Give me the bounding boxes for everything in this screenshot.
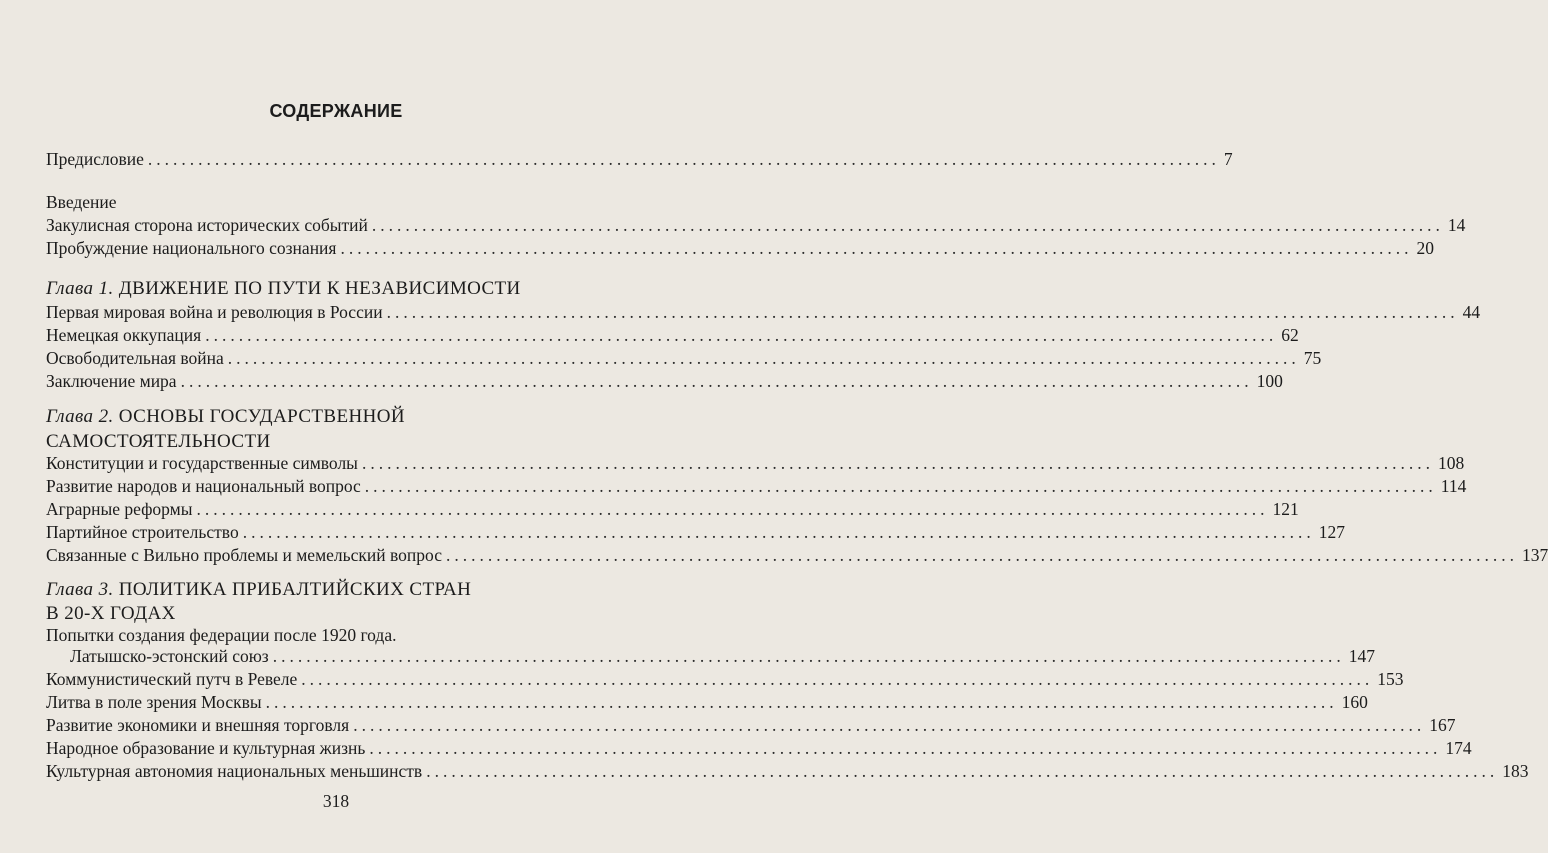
toc-entry: [46, 497, 1299, 521]
toc-entry-page: 100: [1256, 371, 1283, 391]
chapter-prefix: Глава 1.: [46, 278, 114, 299]
toc-entry: [46, 736, 1472, 760]
dot-leader: ................................................................................................................................: [242, 522, 1315, 542]
toc-entry-label: Партийное строительство: [46, 522, 239, 542]
toc-entry: [46, 690, 1368, 714]
toc-entry: [46, 213, 1466, 237]
toc-entry-page: 114: [1440, 476, 1467, 496]
toc-entry-page: 121: [1272, 499, 1299, 519]
toc-entry: [46, 713, 1456, 737]
toc-entry-page: 174: [1445, 738, 1472, 758]
toc-entry-label: Пробуждение национального сознания: [46, 238, 337, 258]
toc-entry-label: Заключение мира: [46, 371, 177, 391]
toc-entry: [46, 300, 1481, 324]
toc-entry: [70, 644, 1375, 668]
toc-entry: [46, 474, 1467, 498]
toc-entry-page: 108: [1437, 453, 1465, 473]
toc-entry: [46, 323, 1299, 347]
chapter-prefix: Глава 2.: [46, 406, 114, 427]
dot-leader: ................................................................................................................................: [196, 499, 1269, 519]
toc-entry-label: Первая мировая война и революция в России: [46, 302, 383, 322]
chapter-3-heading: [46, 577, 626, 603]
toc-entry-page: 167: [1429, 715, 1456, 735]
chapter-title: ДВИЖЕНИЕ ПО ПУТИ К НЕЗАВИСИМОСТИ: [118, 278, 521, 299]
dot-leader: ................................................................................................................................: [180, 371, 1253, 391]
dot-leader: ................................................................................................................................: [364, 476, 1437, 496]
toc-entry-page: 137: [1521, 545, 1548, 565]
toc-entry: [46, 451, 1465, 475]
toc-entry-page: 183: [1502, 761, 1529, 781]
toc-entry-label: Латышско-эстонский союз: [70, 646, 269, 666]
toc-entry-page: 14: [1447, 215, 1466, 235]
toc-entry-label: Народное образование и культурная жизнь: [46, 738, 366, 758]
chapter-title: В 20-Х ГОДАХ: [46, 603, 176, 624]
toc-entry-page: 153: [1377, 669, 1404, 689]
toc-entry-label: Литва в поле зрения Москвы: [46, 692, 262, 712]
chapter-title: ПОЛИТИКА ПРИБАЛТИЙСКИХ СТРАН: [118, 579, 472, 600]
dot-leader: ................................................................................................................................: [301, 669, 1374, 689]
toc-entry-page: 20: [1416, 238, 1434, 258]
toc-entry: [46, 520, 1345, 544]
dot-leader: ................................................................................................................................: [147, 149, 1220, 169]
dot-leader: ................................................................................................................................: [205, 325, 1278, 345]
toc-entry-page: 127: [1318, 522, 1345, 542]
chapter-1-heading: [46, 276, 626, 302]
chapter-prefix: Глава 3.: [46, 579, 114, 600]
toc-entry: [46, 369, 1283, 393]
toc-page: [46, 0, 1548, 853]
toc-entry-label: Немецкая оккупация: [46, 325, 202, 345]
toc-entry-label: Конституции и государственные символы: [46, 453, 358, 473]
toc-entry: [46, 236, 1434, 260]
toc-entry-page: 62: [1281, 325, 1299, 345]
toc-entry-label: Предисловие: [46, 149, 144, 169]
toc-entry-first-line: Попытки создания федерации после 1920 года.: [46, 625, 397, 645]
dot-leader: ................................................................................................................................: [369, 738, 1442, 758]
dot-leader: ................................................................................................................................: [265, 692, 1338, 712]
chapter-title: САМОСТОЯТЕЛЬНОСТИ: [46, 431, 271, 452]
toc-entry: [46, 759, 1529, 783]
toc-entry-page: 147: [1348, 646, 1375, 666]
toc-entry: [46, 346, 1322, 370]
toc-entry-page: 75: [1303, 348, 1322, 368]
dot-leader: ................................................................................................................................: [371, 215, 1444, 235]
dot-leader: ................................................................................................................................: [227, 348, 1300, 368]
toc-entry-label: Развитие экономики и внешняя торговля: [46, 715, 350, 735]
dot-leader: ................................................................................................................................: [426, 761, 1499, 781]
toc-entry-label: Связанные с Вильно проблемы и мемельский вопрос: [46, 545, 442, 565]
dot-leader: ................................................................................................................................: [340, 238, 1413, 258]
toc-entry: [46, 667, 1404, 691]
dot-leader: ................................................................................................................................: [361, 453, 1434, 473]
chapter-2-heading: [46, 404, 626, 430]
toc-entry-label: Коммунистический путч в Ревеле: [46, 669, 298, 689]
dot-leader: ................................................................................................................................: [353, 715, 1426, 735]
toc-entry-page: 7: [1223, 149, 1233, 169]
toc-entry-label: Аграрные реформы: [46, 499, 193, 519]
toc-entry-label: Развитие народов и национальный вопрос: [46, 476, 361, 496]
toc-entry-label: Закулисная сторона исторических событий: [46, 215, 368, 235]
toc-entry-page: 160: [1341, 692, 1368, 712]
toc-title: СОДЕРЖАНИЕ: [269, 101, 403, 121]
dot-leader: ................................................................................................................................: [272, 646, 1345, 666]
toc-entry-label: Освободительная война: [46, 348, 224, 368]
dot-leader: ................................................................................................................................: [445, 545, 1518, 565]
chapter-title: ОСНОВЫ ГОСУДАРСТВЕННОЙ: [118, 406, 405, 427]
toc-entry-page: 44: [1462, 302, 1481, 322]
toc-entry: [46, 543, 1548, 567]
intro-heading: Введение: [46, 192, 117, 212]
toc-entry-label: Культурная автономия национальных меньшинств: [46, 761, 423, 781]
dot-leader: ................................................................................................................................: [386, 302, 1459, 322]
toc-entry-preface: [46, 147, 1233, 171]
page-number: 318: [322, 791, 350, 811]
